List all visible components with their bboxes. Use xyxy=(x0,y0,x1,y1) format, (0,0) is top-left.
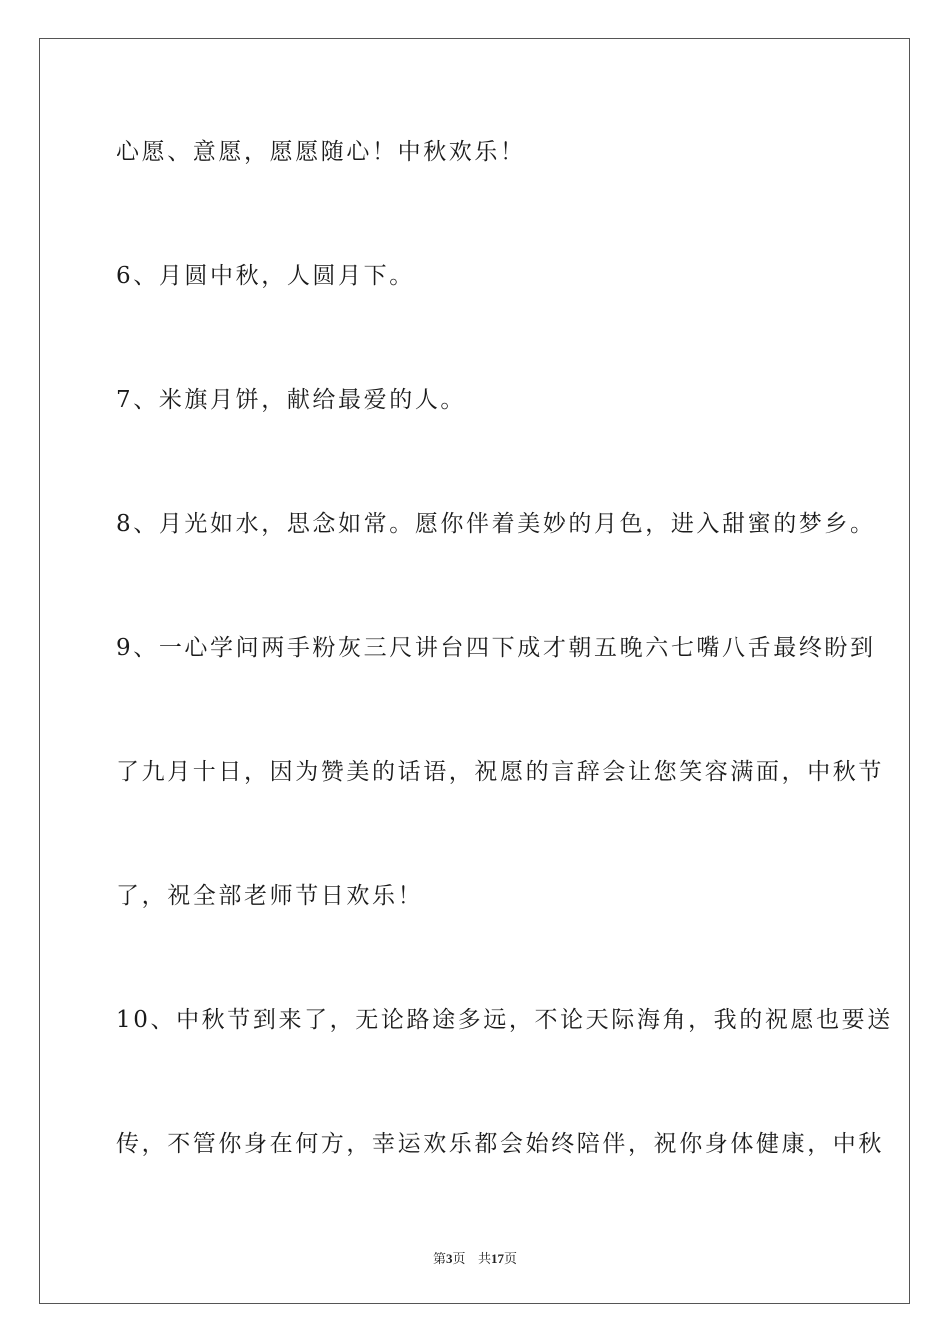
text-line-3: 7、米旗月饼，献给最爱的人。 xyxy=(116,387,467,413)
text-line-8: 10、中秋节到来了，无论路途多远，不论天际海角，我的祝愿也要送 xyxy=(116,1007,893,1033)
footer-page-prefix: 第 xyxy=(433,1252,447,1267)
text-line-9: 传，不管你身在何方，幸运欢乐都会始终陪伴，祝你身体健康，中秋 xyxy=(116,1131,884,1157)
footer-page-number: 3 xyxy=(446,1251,453,1266)
text-line-1: 心愿、意愿，愿愿随心！中秋欢乐！ xyxy=(116,139,526,165)
footer-total-suffix: 页 xyxy=(503,1252,517,1267)
text-line-7: 了，祝全部老师节日欢乐！ xyxy=(116,883,424,909)
text-line-6: 了九月十日，因为赞美的话语，祝愿的言辞会让您笑容满面，中秋节 xyxy=(116,759,884,785)
footer-total-pages: 17 xyxy=(490,1251,504,1266)
footer-page-suffix: 页 xyxy=(452,1252,466,1267)
text-line-5: 9、一心学问两手粉灰三尺讲台四下成才朝五晚六七嘴八舌最终盼到 xyxy=(116,635,876,661)
page-border xyxy=(39,38,910,1304)
text-line-4: 8、月光如水，思念如常。愿你伴着美妙的月色，进入甜蜜的梦乡。 xyxy=(116,511,876,537)
footer-total-prefix: 共 xyxy=(477,1252,491,1267)
text-line-2: 6、月圆中秋，人圆月下。 xyxy=(116,263,415,289)
page-footer xyxy=(0,1248,950,1267)
